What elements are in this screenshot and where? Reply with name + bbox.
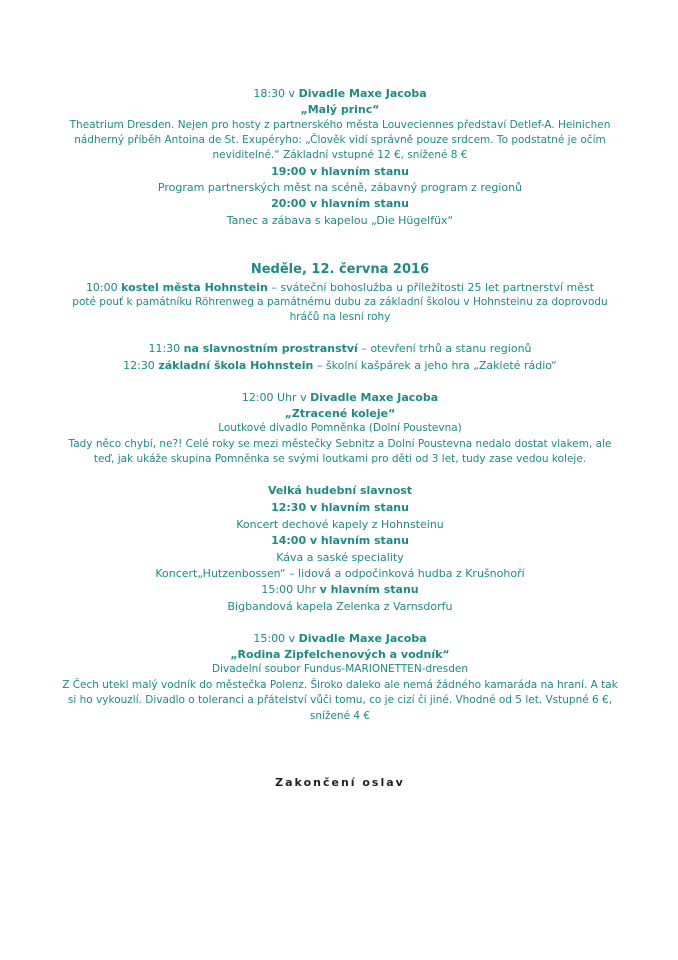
event-zipfel-title: „Rodina Zipfelchenových a vodník“ — [230, 648, 450, 661]
event-time: 10:00 — [85, 281, 122, 294]
event-desc: – otevření trhů a stanu regionů — [357, 342, 532, 355]
event-koleje-heading — [40, 390, 640, 405]
event-partner-heading: 19:00 v hlavním stanu — [271, 165, 409, 178]
event-zipfel-desc-2: si ho vykouzlí. Divadlo o toleranci a přátelství vůči tomu, co je cizí či jiné. Vhodné od 5 let. Vstupné 6 €, — [67, 694, 613, 706]
event-brass-heading: 12:30 v hlavním stanu — [271, 501, 409, 514]
event-zipfel-heading — [40, 631, 640, 646]
event-hutzenbossen-desc: Koncert„Hutzenbossen“ – lidová a odpočinková hudba z Krušnohoří — [155, 567, 525, 580]
event-church-desc-3: hráčů na lesní rohy — [289, 311, 391, 323]
event-time: 15:00 Uhr — [261, 583, 320, 596]
day-heading-sunday: Neděle, 12. června 2016 — [250, 262, 430, 277]
music-festival-heading: Velká hudební slavnost — [267, 484, 413, 497]
event-market — [40, 341, 640, 356]
event-malyprinc-desc-3: neviditelné.“ Základní vstupné 12 €, snížené 8 € — [212, 149, 468, 161]
event-coffee-desc: Káva a saské speciality — [276, 551, 404, 564]
event-zipfel-desc-1: Z Čech utekl malý vodník do městečka Polenz. Široko daleko ale nemá žádného kamaráda na hraní. A tak — [62, 679, 618, 691]
event-venue: Divadle Maxe Jacoba — [298, 87, 427, 100]
event-time: 15:00 v — [253, 632, 299, 645]
event-zipfel-subtitle: Divadelní soubor Fundus-MARIONETTEN-dresden — [211, 663, 469, 675]
event-venue: kostel města Hohnstein — [121, 281, 268, 294]
event-malyprinc-desc-1: Theatrium Dresden. Nejen pro hosty z partnerského města Louveciennes představí Detlef-A. Heinichen — [69, 119, 611, 131]
event-desc: – školní kašpárek a jeho hra „Zakleté rádio“ — [313, 359, 557, 372]
event-time: 12:30 — [123, 359, 159, 372]
event-venue: základní škola Hohnstein — [158, 359, 314, 372]
event-malyprinc-heading — [40, 86, 640, 101]
event-bigband-desc: Bigbandová kapela Zelenka z Varnsdorfu — [227, 600, 453, 613]
event-zipfel-desc-3: snížené 4 € — [309, 710, 371, 722]
event-time: 11:30 — [148, 342, 184, 355]
event-koleje-desc-1: Tady něco chybí, ne?! Celé roky se mezi městečky Sebnitz a Dolní Poustevna nedalo dostat vlakem, ale — [68, 438, 612, 450]
event-venue: na slavnostním prostranství — [183, 342, 358, 355]
event-malyprinc-title: „Malý princ“ — [300, 103, 380, 116]
event-venue: Divadle Maxe Jacoba — [310, 391, 439, 404]
event-church-desc-2: poté pouť k památníku Röhrenweg a památnému dubu za základní školou v Hohnsteinu za doprovodu — [72, 296, 608, 308]
event-dance-desc: Tanec a zábava s kapelou „Die Hügelfüx“ — [226, 214, 454, 227]
event-dance-heading: 20:00 v hlavním stanu — [271, 197, 409, 210]
event-venue: v hlavním stanu — [319, 583, 419, 596]
event-school — [40, 358, 640, 373]
event-koleje-subtitle: Loutkové divadlo Pomněnka (Dolní Poustevna) — [218, 422, 462, 434]
event-time: 18:30 v — [253, 87, 299, 100]
event-desc: – sváteční bohoslužba u příležitosti 25 let partnerství měst — [267, 281, 595, 294]
event-venue: Divadle Maxe Jacoba — [298, 632, 427, 645]
event-church-heading — [40, 280, 640, 295]
event-malyprinc-desc-2: nádherný příběh Antoina de St. Exupéryho: „Člověk vidí správně pouze srdcem. To podstatné je očím — [74, 134, 606, 146]
event-partner-desc: Program partnerských měst na scéně, zábavný program z regionů — [157, 181, 523, 194]
event-koleje-desc-2: teď, jak ukáže skupina Pomněnka se svými loutkami pro děti od 3 let, tudy zase vedou koleje. — [93, 453, 587, 465]
event-time: 12:00 Uhr v — [241, 391, 311, 404]
event-coffee-heading: 14:00 v hlavním stanu — [271, 534, 409, 547]
event-brass-desc: Koncert dechové kapely z Hohnsteinu — [236, 518, 444, 531]
event-koleje-title: „Ztracené koleje“ — [284, 407, 396, 420]
closing-heading: Zakončení oslav — [275, 776, 405, 789]
event-bigband-heading — [40, 582, 640, 597]
